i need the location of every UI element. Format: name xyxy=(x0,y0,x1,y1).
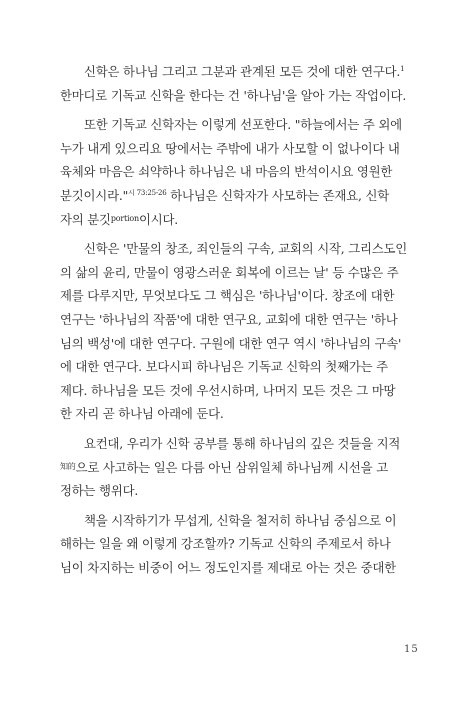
line-text: 으로 사고하는 일은 다름 아닌 삼위일체 하나님께 시선을 고 xyxy=(75,459,388,475)
line-text: 신학은 하나님 그리고 그분과 관계된 모든 것에 대한 연구다. xyxy=(84,64,401,79)
footnote-marker: 1 xyxy=(400,65,405,73)
body-line xyxy=(60,432,424,456)
line-text: 자의 분깃 xyxy=(60,211,111,227)
body-line xyxy=(60,332,424,356)
line-text: 육체와 마음은 쇠약하나 하나님은 내 마음의 반석이시요 영원한 xyxy=(60,164,393,180)
body-line xyxy=(60,284,424,308)
page-number: 15 xyxy=(404,644,419,655)
body-line xyxy=(60,237,424,261)
body-line xyxy=(60,479,424,503)
body-line xyxy=(60,137,424,161)
body-line xyxy=(60,509,424,533)
body-line xyxy=(60,556,424,580)
body-line xyxy=(60,402,424,426)
body-line xyxy=(60,60,424,84)
line-text: 신학은 '만물의 창조, 죄인들의 구속, 교회의 시작, 그리스도인 xyxy=(84,241,408,257)
line-text: 책을 시작하기가 무섭게, 신학을 철저히 하나님 중심으로 이 xyxy=(84,512,397,528)
line-text: 제를 다루지만, 무엇보다도 그 핵심은 '하나님'이다. 창조에 대한 xyxy=(60,288,395,304)
line-text: 님의 백성'에 대한 연구다. 구원에 대한 연구 역시 '하나님의 구속' xyxy=(60,335,402,351)
line-text: 한 자리 곧 하나님 아래에 둔다. xyxy=(60,406,224,422)
body-line xyxy=(60,113,424,137)
gloss-annotation: portion xyxy=(110,213,139,223)
body-line xyxy=(60,355,424,379)
line-text: 제다. 하나님을 모든 것에 우선시하며, 나머지 모든 것은 그 마땅 xyxy=(60,382,396,398)
line-text: 해하는 일을 왜 이렇게 강조할까? 기독교 신학의 주제로서 하나 xyxy=(60,536,391,552)
gloss-annotation: 知的 xyxy=(60,461,76,471)
line-text: 님이 차지하는 비중이 어느 정도인지를 제대로 아는 것은 중대한 xyxy=(60,559,396,575)
body-line xyxy=(60,308,424,332)
body-text xyxy=(60,60,424,579)
body-line xyxy=(60,160,424,184)
line-text: 또한 기독교 신학자는 이렇게 선포한다. "하늘에서는 주 외에 xyxy=(84,117,402,133)
line-text: 의 삶의 윤리, 만물이 영광스러운 회복에 이르는 날' 등 수많은 주 xyxy=(60,264,399,280)
line-text: 하나님은 신학자가 사모하는 존재요, 신학 xyxy=(166,187,390,203)
body-line xyxy=(60,456,424,480)
line-text: 정하는 행위다. xyxy=(60,483,139,499)
scripture-reference: 시 73:25-26 xyxy=(128,188,167,197)
line-text: 한마디로 기독교 신학을 한다는 건 '하나님'을 알아 가는 작업이다. xyxy=(60,87,407,103)
body-line xyxy=(60,84,424,108)
line-text: 에 대한 연구다. 보다시피 하나님은 기독교 신학의 첫째가는 주 xyxy=(60,359,388,375)
line-text: 연구는 '하나님의 작품'에 대한 연구요, 교회에 대한 연구는 '하나 xyxy=(60,311,398,327)
body-line xyxy=(60,261,424,285)
body-line xyxy=(60,532,424,556)
body-line xyxy=(60,184,424,208)
body-line xyxy=(60,208,424,232)
body-line xyxy=(60,379,424,403)
line-text: 누가 내게 있으리요 땅에서는 주밖에 내가 사모할 이 없나이다 내 xyxy=(60,140,400,156)
line-text: 요컨대, 우리가 신학 공부를 통해 하나님의 깊은 것들을 지적 xyxy=(84,435,401,451)
line-text: 분깃이시라." xyxy=(60,187,129,203)
line-text: 이시다. xyxy=(138,211,178,227)
